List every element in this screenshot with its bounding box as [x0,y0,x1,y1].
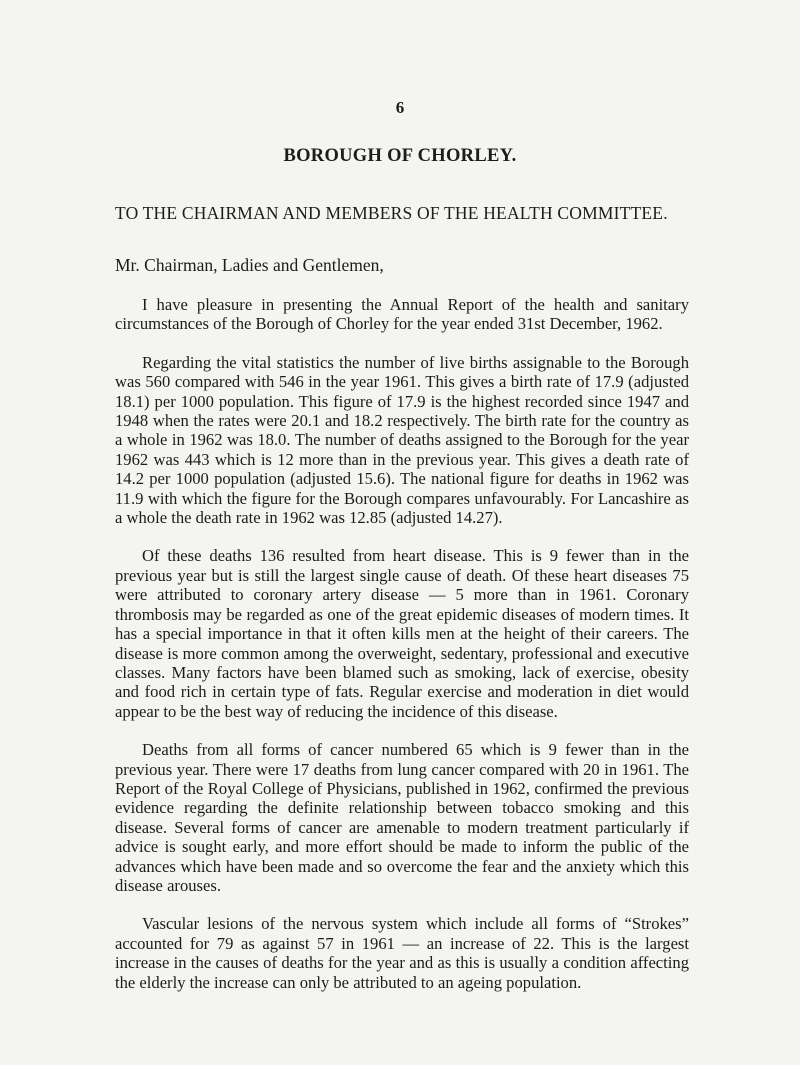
report-body [115,295,689,1011]
paragraph-cancer: Deaths from all forms of cancer numbered 65 which is 9 fewer than in the previous year. There were 17 deaths from lung cancer compared with 20 in 1961. The Report of the Royal College of Physicians, published in 1962, confirmed the previous evidence regarding the definite relationship between tobacco smoking and this disease. Several forms of cancer are amenable to modern treatment particularly if advice is sought early, and more effort should be made to inform the public of the advances which have been made and so overcome the fear and the anxiety which this disease arouses. [115,740,689,895]
paragraph-vascular-lesions: Vascular lesions of the nervous system which include all forms of “Strokes” accounted for 79 as against 57 in 1961 — an increase of 22. This is the largest increase in the causes of deaths for the year and as this is usually a condition affecting the elderly the increase can only be attributed to an ageing population. [115,914,689,992]
salutation: Mr. Chairman, Ladies and Gentlemen, [115,255,384,275]
paragraph-heart-disease: Of these deaths 136 resulted from heart disease. This is 9 fewer than in the previous year but is still the largest single cause of death. Of these heart diseases 75 were attributed to coronary artery disease — 5 more than in 1961. Coronary thrombosis may be regarded as one of the great epidemic diseases of modern times. It has a special importance in that it often kills men at the height of their careers. The disease is more common among the overweight, sedentary, professional and executive classes. Many factors have been blamed such as smoking, lack of exercise, obesity and food rich in certain type of fats. Regular exercise and moderation in diet would appear to be the best way of reducing the incidence of this disease. [115,546,689,721]
document-title: BOROUGH OF CHORLEY. [283,146,517,166]
page-number: 6 [395,98,405,117]
paragraph-introduction: I have pleasure in presenting the Annual Report of the health and sanitary circumstances of the Borough of Chorley for the year ended 31st December, 1962. [115,295,689,334]
paragraph-vital-statistics: Regarding the vital statistics the number of live births assignable to the Borough was 560 compared with 546 in the year 1961. This gives a birth rate of 17.9 (adjusted 18.1) per 1000 population. This figure of 17.9 is the highest recorded since 1947 and 1948 when the rates were 20.1 and 18.2 respectively. The birth rate for the country as a whole in 1962 was 18.0. The number of deaths assigned to the Borough for the year 1962 was 443 which is 12 more than in the previous year. This gives a death rate of 14.2 per 1000 population (adjusted 15.6). The national figure for deaths in 1962 was 11.9 with which the figure for the Borough compares unfavourably. For Lancashire as a whole the death rate in 1962 was 12.85 (adjusted 14.27). [115,352,689,528]
addressee-heading: TO THE CHAIRMAN AND MEMBERS OF THE HEALTH COMMITTEE. [115,203,668,223]
